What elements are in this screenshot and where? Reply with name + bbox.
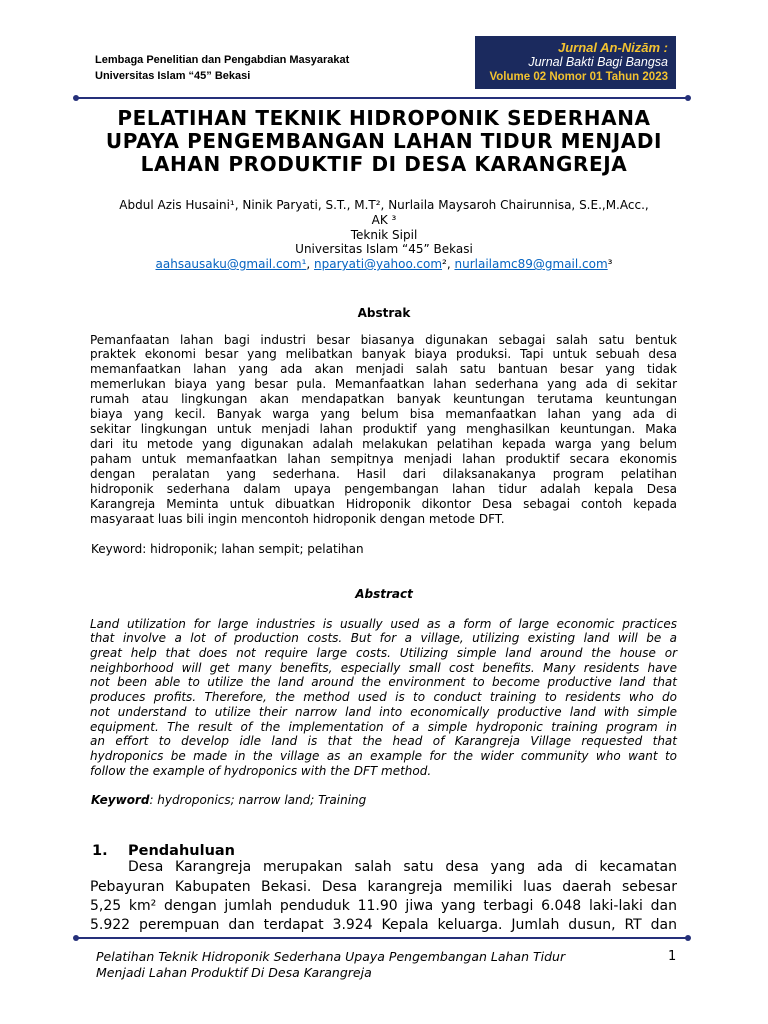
abstract-line: dari itu metode yang digunakan adalah melakukan pelatihan kepada warga yang belum <box>90 436 677 451</box>
email-link-3[interactable]: nurlailamc89@gmail.com <box>454 257 608 271</box>
keywords-label: Keyword <box>91 793 150 807</box>
abstract-line: masyaraat luas bili ingin mencontoh hidroponik dengan metode DFT. <box>90 511 505 526</box>
body-line: 5,25 km² dengan jumlah penduduk 11.90 jiwa yang terbagi 6.048 laki-laki dan <box>90 897 677 914</box>
university-name: Universitas Islam “45” Bekasi <box>95 70 251 82</box>
institution-header <box>95 52 349 84</box>
abstract-en-heading: Abstract <box>355 587 413 601</box>
footer-divider <box>75 937 689 939</box>
abstract-id-heading: Abstrak <box>357 306 411 320</box>
abstract-line: produces profits. Therefore, the method used is to conduct training to residents who do <box>90 690 677 705</box>
abstract-line: great help that does not require large costs. Utilizing simple land around the house or <box>90 646 677 660</box>
abstract-line: equipment. The result of the implementation of a simple hydroponic training program in <box>90 719 677 734</box>
email-link-2[interactable]: nparyati@yahoo.com <box>314 257 443 271</box>
email-link-1[interactable] <box>156 257 307 271</box>
section-body <box>90 858 677 935</box>
body-line: Desa Karangreja merupakan salah satu desa yang ada di kecamatan <box>128 859 677 876</box>
keywords-en <box>91 792 366 808</box>
author-emails <box>0 257 768 272</box>
author-names-continued: AK ³ <box>371 212 397 227</box>
author-department: Teknik Sipil <box>350 227 418 242</box>
title-line: LAHAN PRODUKTIF DI DESA KARANGREJA <box>140 152 628 176</box>
body-line: Pebayuran Kabupaten Bekasi. Desa karangreja memiliki luas daerah sebesar <box>90 878 677 895</box>
abstract-line: memanfaatkan lahan yang ada akan menjadi salah satu bantuan besar yang tidak <box>90 362 677 377</box>
abstract-line: sekitar lingkungan untuk menjadi lahan produktif yang menghasilkan keuntungan. Maka <box>90 422 677 437</box>
running-title-line: Pelatihan Teknik Hidroponik Sederhana Upaya Pengembangan Lahan Tidur <box>96 949 566 964</box>
abstract-id-paragraph <box>90 333 677 527</box>
affiliation-mark: ¹ <box>301 257 307 271</box>
abstract-line: that involve a lot of production costs. But for a village, utilizing existing land will be a <box>90 631 677 646</box>
author-names: Abdul Azis Husaini¹, Ninik Paryati, S.T., M.T², Nurlaila Maysaroh Chairunnisa, S.E.,M.Acc., <box>119 198 649 212</box>
author-university: Universitas Islam “45” Bekasi <box>295 242 473 257</box>
abstract-line: dengan peralatan yang sederhana. Hasil dari dilaksanakanya program pelatihan <box>90 466 677 481</box>
title-line: UPAYA PENGEMBANGAN LAHAN TIDUR MENJADI <box>105 129 663 153</box>
keywords-text: : hydroponics; narrow land; Training <box>149 793 367 807</box>
affiliation-mark: ² <box>442 257 447 271</box>
abstract-line: not understand to utilize their narrow land into economically productive land with simple <box>90 704 677 719</box>
abstract-line: an effort to develop idle land is that the head of Karangreja Village requested that <box>90 734 677 749</box>
keywords-id <box>91 541 364 557</box>
abstract-line: biaya yang kecil. Banyak warga yang belum bisa memanfaatkan lahan yang ada di <box>90 407 677 422</box>
abstract-line: Pemanfaatan lahan bagi industri besar biasanya digunakan sebagai salah satu bentuk <box>90 332 677 347</box>
keywords-label: Keyword <box>91 542 143 556</box>
abstract-line: paham untuk memanfaatkan lahan sempitnya menjadi lahan produktif secara ekonomis <box>90 451 677 466</box>
body-line: 5.922 perempuan dan terdapat 3.924 Kepala keluarga. Jumlah dusun, RT dan <box>90 917 677 934</box>
article-title <box>0 107 768 176</box>
abstract-line: Karangreja Meminta untuk dibuatkan Hidroponik dikontor Desa sebagai contoh kepada <box>90 496 677 511</box>
running-title <box>96 949 565 981</box>
institution-name: Lembaga Penelitian dan Pengabdian Masyarakat <box>95 54 350 66</box>
author-block <box>0 198 768 272</box>
abstract-line: follow the example of hydroponics with the DFT method. <box>90 763 432 778</box>
journal-name: Jurnal An-Nizām : <box>557 40 668 55</box>
header-divider <box>75 97 689 99</box>
keywords-text: : hidroponik; lahan sempit; pelatihan <box>142 542 364 556</box>
abstract-en-paragraph <box>90 617 677 779</box>
journal-badge <box>475 36 676 89</box>
abstract-line: hidroponik sederhana dalam upaya pengembangan lahan tidur adalah kepala Desa <box>90 481 677 496</box>
abstract-line: praktek ekonomi besar yang melibatkan banyak biaya produksi. Tapi untuk sebuah desa <box>90 347 677 362</box>
section-title: Pendahuluan <box>128 843 235 859</box>
section-number: 1. <box>92 843 108 859</box>
running-title-line: Menjadi Lahan Produktif Di Desa Karangreja <box>96 965 372 980</box>
email-separator: , <box>306 257 315 271</box>
title-line: PELATIHAN TEKNIK HIDROPONIK SEDERHANA <box>117 106 651 130</box>
abstract-line: hydroponics be made in the village as an example for the wider community who want to <box>90 748 677 763</box>
abstract-line: rumah atau lingkungan akan mendapatkan banyak keuntungan terutama keuntungan <box>90 392 677 407</box>
abstract-line: memerlukan biaya yang besar pula. Memanfaatkan lahan sederhana yang ada di sekitar <box>90 377 677 392</box>
journal-subtitle: Jurnal Bakti Bagi Bangsa <box>528 55 668 69</box>
journal-volume: Volume 02 Nomor 01 Tahun 2023 <box>489 71 668 83</box>
email-address: aahsausaku@gmail.com <box>155 257 302 271</box>
email-separator: , <box>446 257 455 271</box>
page-number: 1 <box>668 949 677 964</box>
affiliation-mark: ³ <box>607 257 613 271</box>
abstract-line: Land utilization for large industries is usually used as a form of large economic practices <box>90 616 677 631</box>
abstract-line: not been able to utilize the land around the environment to become productive land that <box>90 675 677 690</box>
abstract-line: neighborhood will get many benefits, especially small cost benefits. Many residents have <box>90 660 677 675</box>
